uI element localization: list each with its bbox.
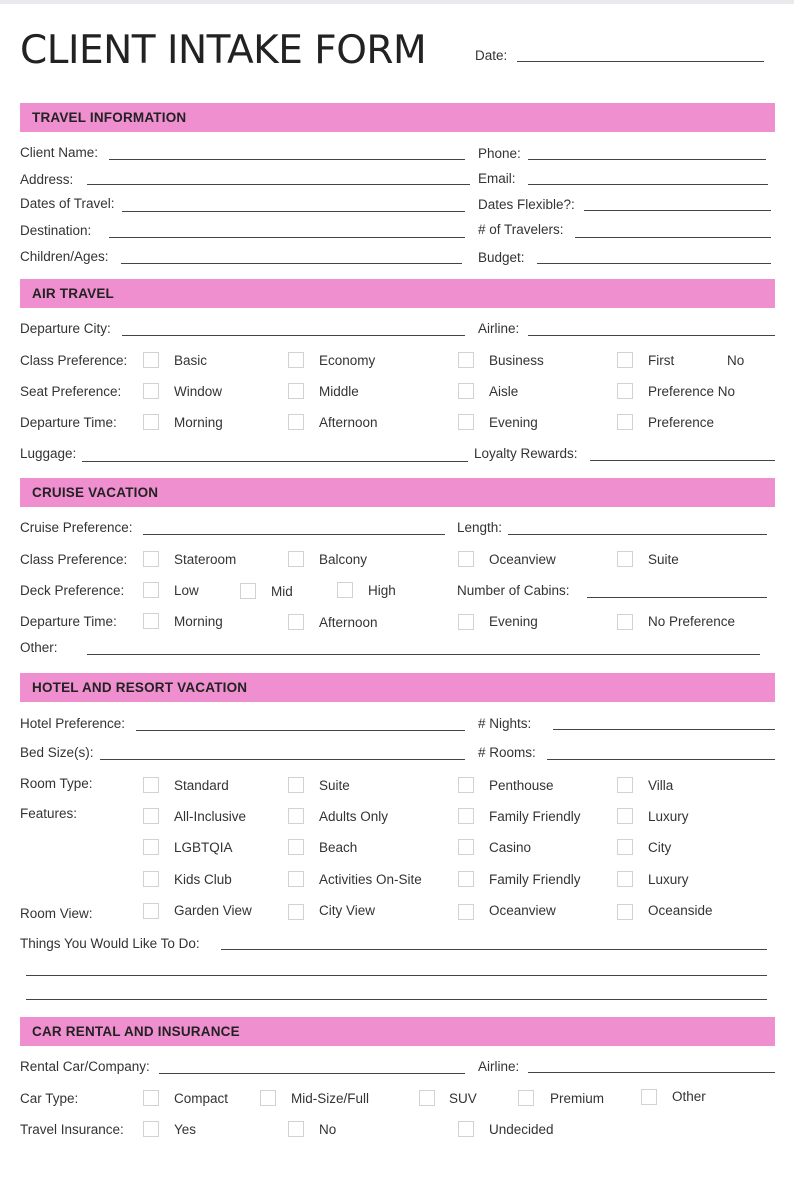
address-label: Address: [20,172,74,187]
section-title: TRAVEL INFORMATION [32,110,187,125]
dates-of-travel-label: Dates of Travel: [20,196,115,211]
checkbox-no-seat-preference[interactable] [617,383,633,399]
section-title: CAR RENTAL AND INSURANCE [32,1024,240,1039]
cruise-departure-time-label: Departure Time: [20,614,117,629]
checkbox-oceanview[interactable] [458,551,474,567]
checkbox-adults-only[interactable] [288,808,304,824]
checkbox-yes[interactable] [143,1121,159,1137]
children-ages-label: Children/Ages: [20,249,109,264]
checkbox-middle[interactable] [288,383,304,399]
departure-city-label: Departure City: [20,321,111,336]
option-adults-only: Adults Only [319,809,389,824]
option-luxury: Luxury [648,809,689,824]
travelers-label: # of Travelers: [478,222,564,237]
destination-label: Destination: [20,223,92,238]
section-car-rental-insurance [20,1017,775,1046]
client-name-label: Client Name: [20,145,99,160]
destination-field[interactable] [109,237,465,238]
client-name-field[interactable] [109,159,465,160]
things-to-do-label: Things You Would Like To Do: [20,936,200,951]
rental-company-field[interactable] [159,1073,465,1074]
rooms-label: # Rooms: [478,745,536,760]
option-afternoon: Afternoon [319,415,378,430]
length-field[interactable] [508,534,767,535]
checkbox-afternoon[interactable] [288,414,304,430]
dates-flexible-field[interactable] [584,210,771,211]
travelers-field[interactable] [575,237,771,238]
checkbox-suv[interactable] [419,1090,435,1106]
checkbox-economy[interactable] [288,352,304,368]
address-field[interactable] [87,184,470,185]
option-basic: Basic [174,353,208,368]
checkbox-beach[interactable] [288,839,304,855]
checkbox-evening[interactable] [458,414,474,430]
checkbox-villa[interactable] [617,777,633,793]
option-all-inclusive: All-Inclusive [174,809,247,824]
option-no-preference: No Preference [648,614,736,629]
phone-field[interactable] [528,159,766,160]
air-class-label: Class Preference: [20,353,128,368]
option-oceanview: Oceanview [489,903,556,918]
nights-field[interactable] [553,729,775,730]
email-field[interactable] [528,184,768,185]
cabins-label: Number of Cabins: [457,583,570,598]
car-airline-field[interactable] [528,1072,775,1073]
things-to-do-line-2[interactable] [26,975,767,976]
checkbox-suite[interactable] [288,777,304,793]
section-title: AIR TRAVEL [32,286,114,301]
option-no: No [727,353,745,368]
length-label: Length: [457,520,503,535]
option-garden-view: Garden View [174,903,252,918]
dates-flexible-label: Dates Flexible?: [478,197,575,212]
option-kids-club: Kids Club [174,872,232,887]
option-afternoon: Afternoon [319,615,378,630]
phone-label: Phone: [478,146,521,161]
option-casino: Casino [489,840,532,855]
other-label: Other: [20,640,58,655]
option-evening: Evening [489,415,538,430]
option-low: Low [174,583,199,598]
section-title: HOTEL AND RESORT VACATION [32,680,248,695]
checkbox-window[interactable] [143,383,159,399]
option-villa: Villa [648,778,674,793]
features-label: Features: [20,806,78,821]
checkbox-standard[interactable] [143,777,159,793]
checkbox-aisle[interactable] [458,383,474,399]
checkbox-mid-size-full[interactable] [260,1090,276,1106]
option-oceanview: Oceanview [489,552,556,567]
option-morning: Morning [174,614,223,629]
email-label: Email: [478,171,516,186]
checkbox-premium[interactable] [518,1090,534,1106]
checkbox-basic[interactable] [143,352,159,368]
checkbox-oceanview[interactable] [458,904,474,920]
option-first: First [648,353,675,368]
hotel-pref-field[interactable] [136,730,465,731]
option-standard: Standard [174,778,229,793]
option-family-friendly: Family Friendly [489,872,581,887]
air-departure-time-label: Departure Time: [20,415,117,430]
room-view-label: Room View: [20,906,93,921]
checkbox-business[interactable] [458,352,474,368]
option-lgbtqia: LGBTQIA [174,840,233,855]
children-ages-field[interactable] [121,263,462,264]
option-city: City [648,840,672,855]
departure-city-field[interactable] [122,335,465,336]
option-business: Business [489,353,544,368]
option-high: High [368,583,396,598]
checkbox-suite[interactable] [617,551,633,567]
option-other: Other [672,1089,706,1104]
option-balcony: Balcony [319,552,368,567]
checkbox-mid[interactable] [240,583,256,599]
checkbox-no[interactable] [288,1121,304,1137]
dates-of-travel-field[interactable] [122,211,465,212]
car-airline-label: Airline: [478,1059,520,1074]
option-yes: Yes [174,1122,197,1137]
checkbox-family-friendly[interactable] [458,871,474,887]
checkbox-balcony[interactable] [288,551,304,567]
checkbox-activities-on-site[interactable] [288,871,304,887]
checkbox-city-view[interactable] [288,904,304,920]
checkbox-no-time-preference[interactable] [617,414,633,430]
option-window: Window [174,384,223,399]
option-preference: Preference [648,415,715,430]
hotel-pref-label: Hotel Preference: [20,716,126,731]
checkbox-city[interactable] [617,839,633,855]
seat-pref-label: Seat Preference: [20,384,122,399]
bed-size-field[interactable] [100,759,465,760]
checkbox-first[interactable] [617,352,633,368]
section-hotel-resort [20,673,775,702]
checkbox-lgbtqia[interactable] [143,839,159,855]
loyalty-field[interactable] [590,460,775,461]
things-to-do-field[interactable] [221,949,767,950]
cruise-class-label: Class Preference: [20,552,128,567]
car-type-label: Car Type: [20,1091,79,1106]
nights-label: # Nights: [478,716,532,731]
deck-pref-label: Deck Preference: [20,583,125,598]
other-field[interactable] [87,654,760,655]
checkbox-high[interactable] [337,582,353,598]
option-undecided: Undecided [489,1122,554,1137]
option-premium: Premium [550,1091,605,1106]
option-evening: Evening [489,614,538,629]
option-aisle: Aisle [489,384,519,399]
rental-company-label: Rental Car/Company: [20,1059,150,1074]
checkbox-kids-club[interactable] [143,871,159,887]
checkbox-compact[interactable] [143,1090,159,1106]
rooms-field[interactable] [547,759,775,760]
checkbox-garden-view[interactable] [143,903,159,919]
checkbox-family-friendly[interactable] [458,808,474,824]
airline-field[interactable] [528,335,775,336]
luggage-label: Luggage: [20,446,77,461]
option-mid-size-full: Mid-Size/Full [291,1091,370,1106]
option-activities-on-site: Activities On-Site [319,872,422,887]
option-luxury: Luxury [648,872,689,887]
cabins-field[interactable] [587,597,767,598]
section-travel-information [20,103,775,132]
airline-label: Airline: [478,321,520,336]
checkbox-oceanside[interactable] [617,904,633,920]
budget-label: Budget: [478,250,525,265]
checkbox-luxury[interactable] [617,808,633,824]
option-beach: Beach [319,840,358,855]
checkbox-stateroom[interactable] [143,551,159,567]
checkbox-casino[interactable] [458,839,474,855]
bed-size-label: Bed Size(s): [20,745,94,760]
section-air-travel [20,279,775,308]
checkbox-low[interactable] [143,582,159,598]
option-city-view: City View [319,903,376,918]
date-field[interactable] [517,61,764,62]
loyalty-label: Loyalty Rewards: [474,446,578,461]
option-morning: Morning [174,415,223,430]
option-stateroom: Stateroom [174,552,237,567]
checkbox-penthouse[interactable] [458,777,474,793]
checkbox-other[interactable] [641,1089,657,1105]
option-penthouse: Penthouse [489,778,554,793]
option-no: No [319,1122,337,1137]
option-compact: Compact [174,1091,229,1106]
checkbox-luxury[interactable] [617,871,633,887]
room-type-label: Room Type: [20,776,93,791]
things-to-do-line-3[interactable] [26,999,767,1000]
checkbox-no-preference[interactable] [617,614,633,630]
checkbox-afternoon[interactable] [288,614,304,630]
luggage-field[interactable] [82,461,468,462]
insurance-label: Travel Insurance: [20,1122,124,1137]
checkbox-evening[interactable] [458,614,474,630]
checkbox-undecided[interactable] [458,1121,474,1137]
option-oceanside: Oceanside [648,903,713,918]
cruise-pref-field[interactable] [143,534,445,535]
option-family-friendly: Family Friendly [489,809,581,824]
option-preference-no: Preference No [648,384,736,399]
section-cruise-vacation [20,478,775,507]
page-title: CLIENT INTAKE FORM [20,28,427,73]
budget-field[interactable] [537,263,771,264]
option-suite: Suite [648,552,679,567]
option-middle: Middle [319,384,359,399]
top-border [0,0,794,4]
date-label: Date: [475,48,508,63]
option-mid: Mid [271,584,293,599]
checkbox-morning[interactable] [143,613,159,629]
option-suite: Suite [319,778,350,793]
option-economy: Economy [319,353,376,368]
checkbox-morning[interactable] [143,414,159,430]
checkbox-all-inclusive[interactable] [143,808,159,824]
cruise-pref-label: Cruise Preference: [20,520,133,535]
section-title: CRUISE VACATION [32,485,159,500]
option-suv: SUV [449,1091,477,1106]
